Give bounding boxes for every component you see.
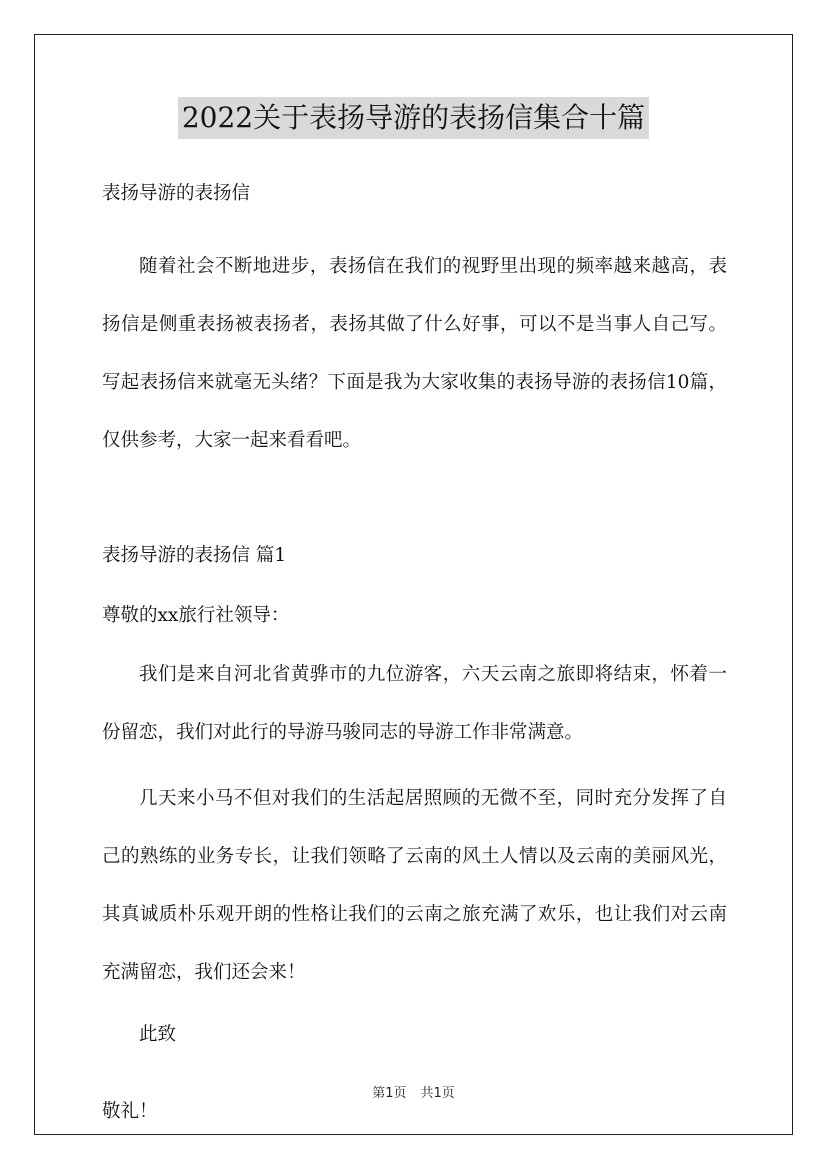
section-heading: 表扬导游的表扬信 篇1 [102, 545, 287, 566]
document-title: 2022关于表扬导游的表扬信集合十篇 [178, 97, 649, 139]
document-body [102, 172, 727, 1159]
title-container [0, 97, 827, 139]
body-paragraph-2: 几天来小马不但对我们的生活起居照顾的无微不至，同时充分发挥了自己的熟练的业务专长，让我们领略了云南的风土人情以及云南的美丽风光，其真诚质朴乐观开朗的性格让我们的云南之旅充满了欢乐，也让我们对云南充满留恋，我们还会来！ [102, 788, 727, 983]
page-footer [0, 1082, 827, 1101]
regards-line: 敬礼！ [102, 1100, 158, 1122]
intro-paragraph: 随着社会不断地进步，表扬信在我们的视野里出现的频率越来越高，表扬信是侧重表扬被表扬者，表扬其做了什么好事，可以不是当事人自己写。写起表扬信来就毫无头绪？下面是我为大家收集的表扬导游的表扬信10篇，仅供参考，大家一起来看看吧。 [102, 256, 727, 451]
intro-heading: 表扬导游的表扬信 [102, 183, 251, 204]
page-number-current: 第1页 [372, 1086, 407, 1101]
salutation: 尊敬的xx旅行社领导： [102, 605, 290, 626]
body-paragraph-1: 我们是来自河北省黄骅市的九位游客，六天云南之旅即将结束，怀着一份留恋，我们对此行的导游马骏同志的导游工作非常满意。 [102, 664, 727, 743]
page-number-total: 共1页 [420, 1086, 455, 1101]
closing-line: 此致 [139, 1024, 177, 1045]
